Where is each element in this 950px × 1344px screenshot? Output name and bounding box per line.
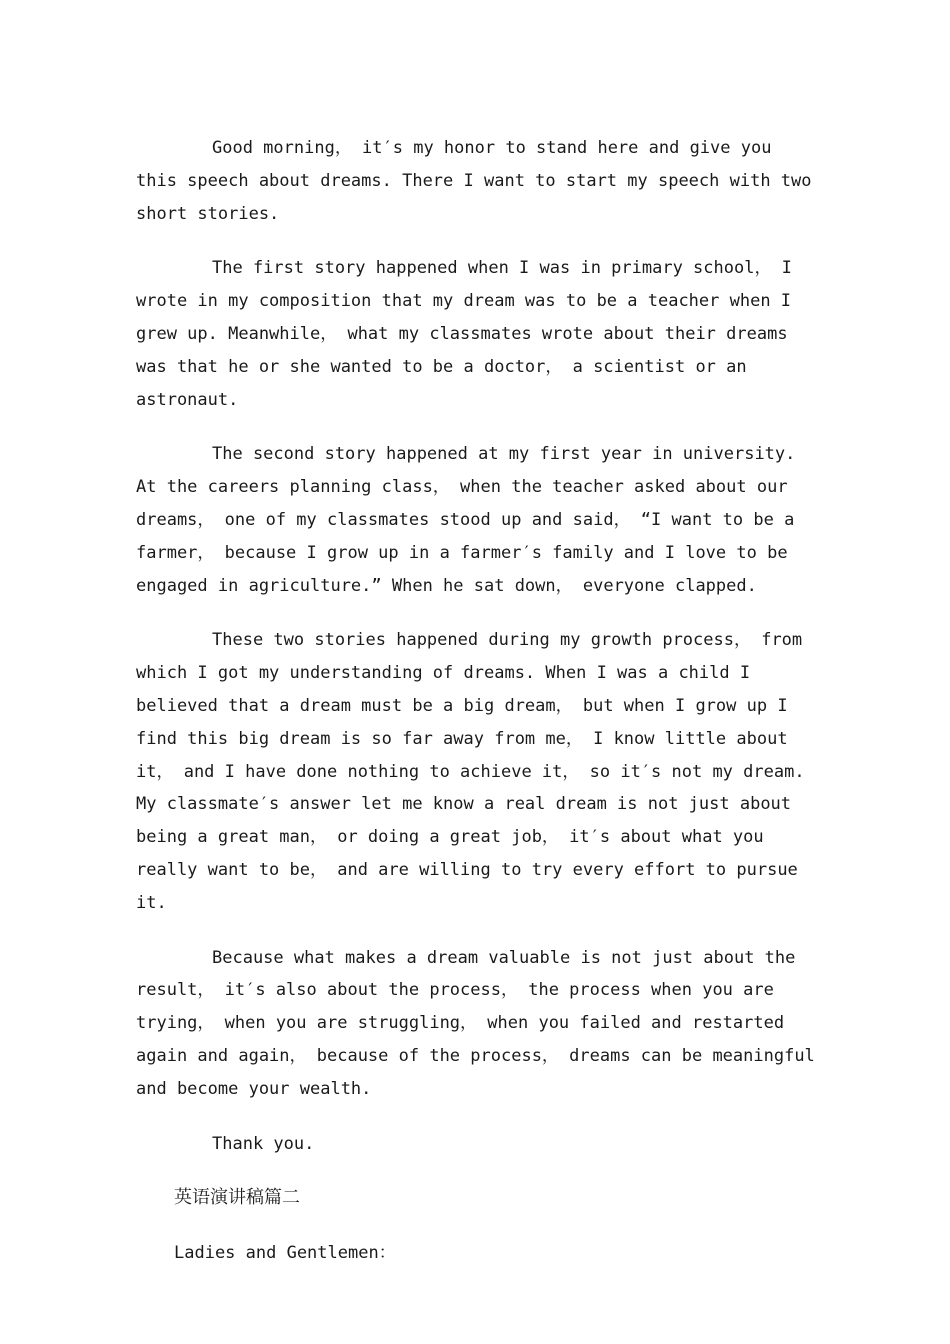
section-heading: 英语演讲稿篇二 — [174, 1187, 300, 1209]
document-page — [136, 132, 816, 1292]
paragraph-thanks: Thank you. — [212, 1133, 315, 1154]
salutation-text: Ladies and Gentlemen： — [174, 1243, 396, 1264]
paragraph-second-story: The second story happened at my first year in university. At the careers planning class， when the teacher asked about our dreams， one of my classmates stood up and said， “I want to be a farmer， because I grow up in a farmer′s family and I love to be engaged in agriculture.” When he sat down， everyone clapped. — [136, 444, 796, 596]
paragraph-first-story: The first story happened when I was in primary school， I wrote in my composition that my dream was to be a teacher when I grew up. Meanwhile， what my classmates wrote about their dreams was that he or she wanted to be a doctor， a scientist or an astronaut. — [136, 258, 792, 410]
paragraph-intro: Good morning， it′s my honor to stand here and give you this speech about dreams. There I want to start my speech with two short stories. — [136, 138, 812, 224]
paragraph-understanding: These two stories happened during my growth process， from which I got my understanding of dreams. When I was a child I believed that a dream must be a big dream， but when I grow up I find this big dream is so far away from me， I know little about it， and I have done nothing to achieve it， so it′s not my dream. My classmate′s answer let me know a real dream is not just about being a great man， or doing a great job， it′s about what you really want to be， and are willing to try every effort to pursue it. — [136, 630, 805, 913]
paragraph-process: Because what makes a dream valuable is not just about the result， it′s also about the process， the process when you are trying， when you are struggling， when you failed and restarted again and again， because of the process， dreams can be meaningful and become your wealth. — [136, 947, 815, 1099]
